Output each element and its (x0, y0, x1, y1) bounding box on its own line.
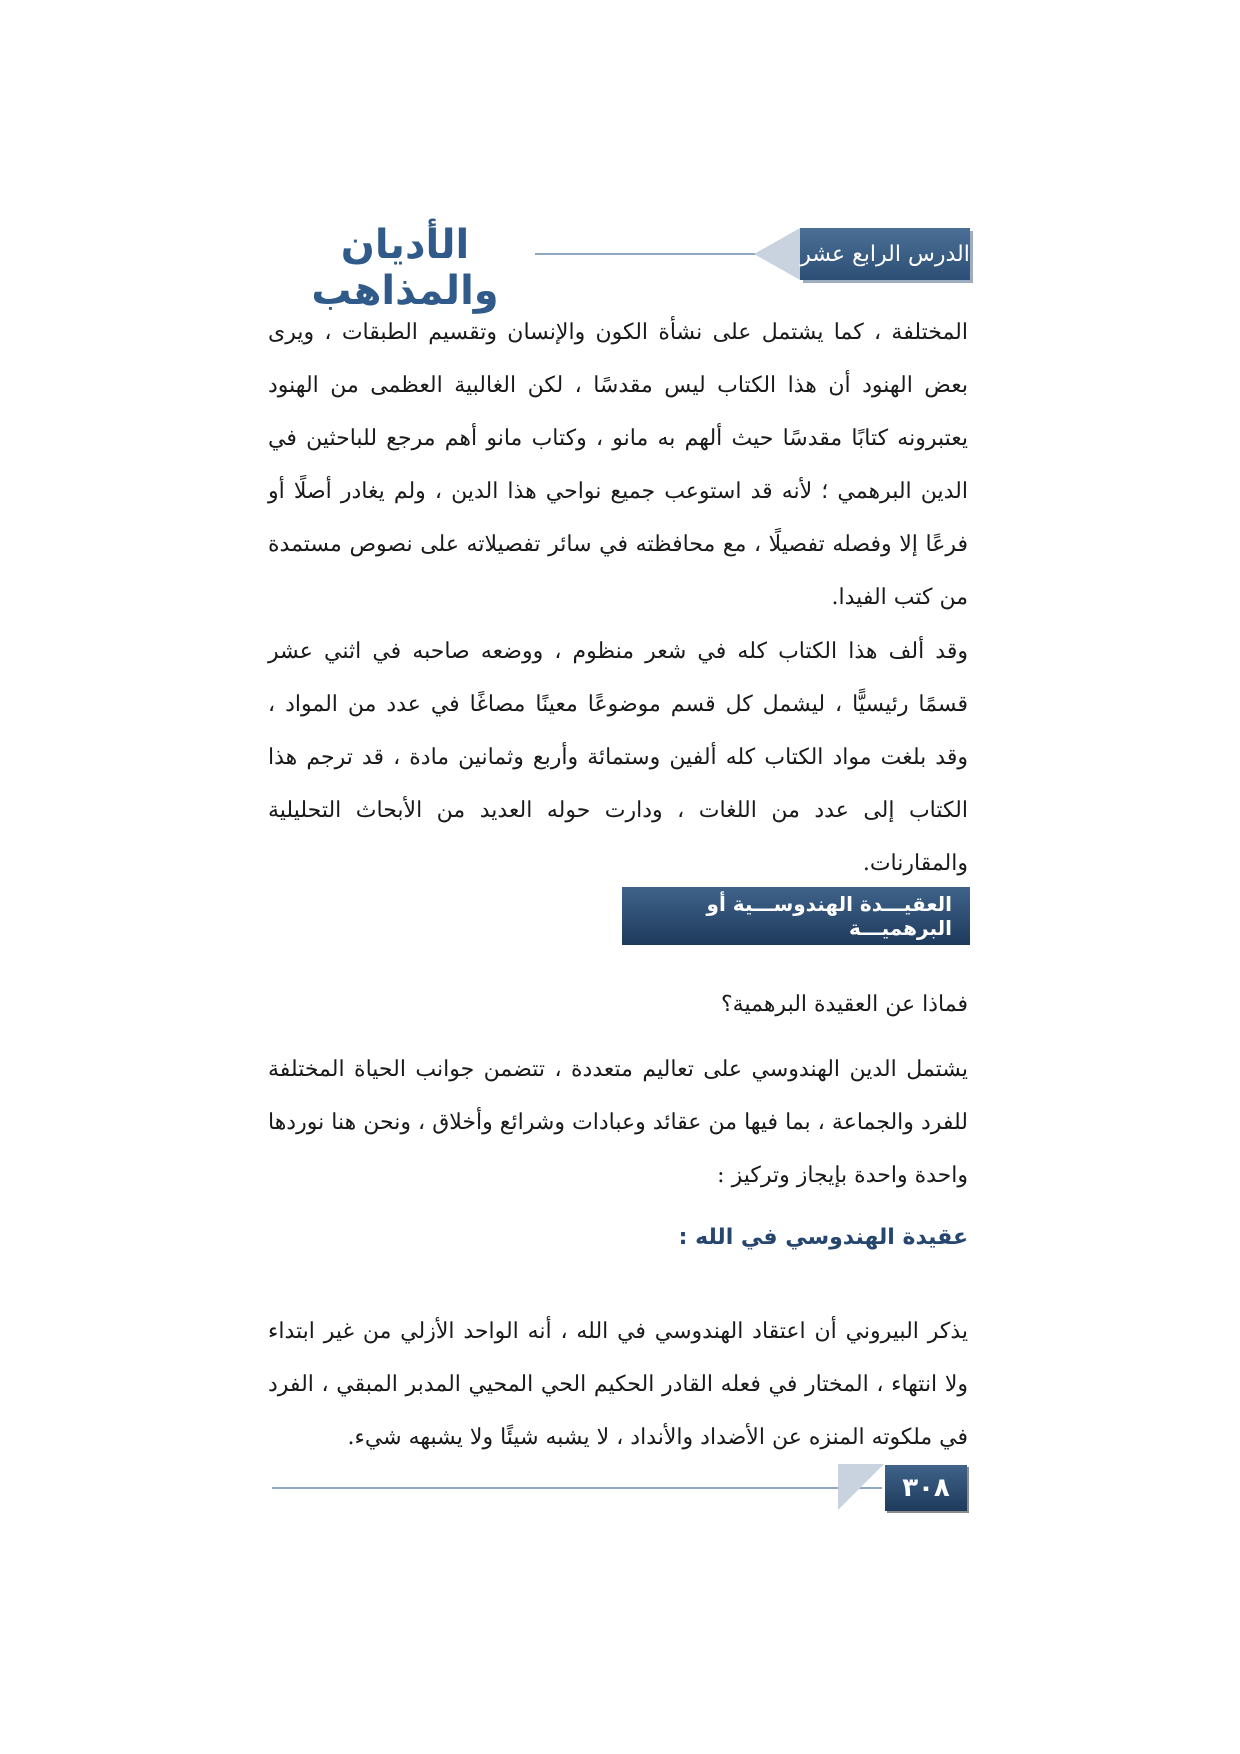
header-wedge-decoration (754, 228, 800, 280)
lesson-label: الدرس الرابع عشر (800, 228, 970, 280)
paragraph-2: وقد ألف هذا الكتاب كله في شعر منظوم ، ووضعه صاحبه في اثني عشر قسمًا رئيسيًّا ، ليشمل كل قسم موضوعًا معينًا مصاغًا في عدد من المواد ، وقد بلغت مواد الكتاب كله ألفين وستمائة وأربع وثمانين مادة ، قد ترجم هذا الكتاب إلى عدد من اللغات ، ودارت حوله العديد من الأبحاث التحليلية والمقارنات. (268, 639, 968, 876)
paragraph-3: يشتمل الدين الهندوسي على تعاليم متعددة ، تتضمن جوانب الحياة المختلفة للفرد والجماعة ، بما فيها من عقائد وعبادات وشرائع وأخلاق ، ونحن هنا نوردها واحدة واحدة بإيجاز وتركيز : (268, 1057, 968, 1188)
footer-rule (272, 1487, 882, 1489)
section-heading: العقيـــدة الهندوســـية أو البرهميـــة (622, 887, 970, 945)
paragraph-4: يذكر البيروني أن اعتقاد الهندوسي في الله ، أنه الواحد الأزلي من غير ابتداء ولا انتهاء ، المختار في فعله القادر الحكيم الحي المحيي المدبر المبقي ، الفرد في ملكوته المنزه عن الأضداد والأنداد ، لا يشبه شيئًا ولا يشبهه شيء. (268, 1319, 968, 1450)
book-title: الأديان والمذاهب (311, 222, 499, 314)
page-header (270, 222, 970, 314)
footer-wedge-decoration (838, 1464, 884, 1510)
paragraph-1: المختلفة ، كما يشتمل على نشأة الكون والإنسان وتقسيم الطبقات ، ويرى بعض الهنود أن هذا الكتاب ليس مقدسًا ، لكن الغالبية العظمى من الهنود يعتبرونه كتابًا مقدسًا حيث ألهم به مانو ، وكتاب مانو أهم مرجع للباحثين في الدين البرهمي ؛ لأنه قد استوعب جميع نواحي هذا الدين ، ولم يغادر أصلًا أو فرعًا إلا وفصله تفصيلًا ، مع محافظته في سائر تفصيلاته على نصوص مستمدة من كتب الفيدا. (268, 320, 968, 610)
question-line: فماذا عن العقيدة البرهمية؟ (721, 992, 968, 1017)
page-number: ٣٠٨ (885, 1465, 967, 1511)
subheading: عقيدة الهندوسي في الله : (678, 1225, 968, 1250)
